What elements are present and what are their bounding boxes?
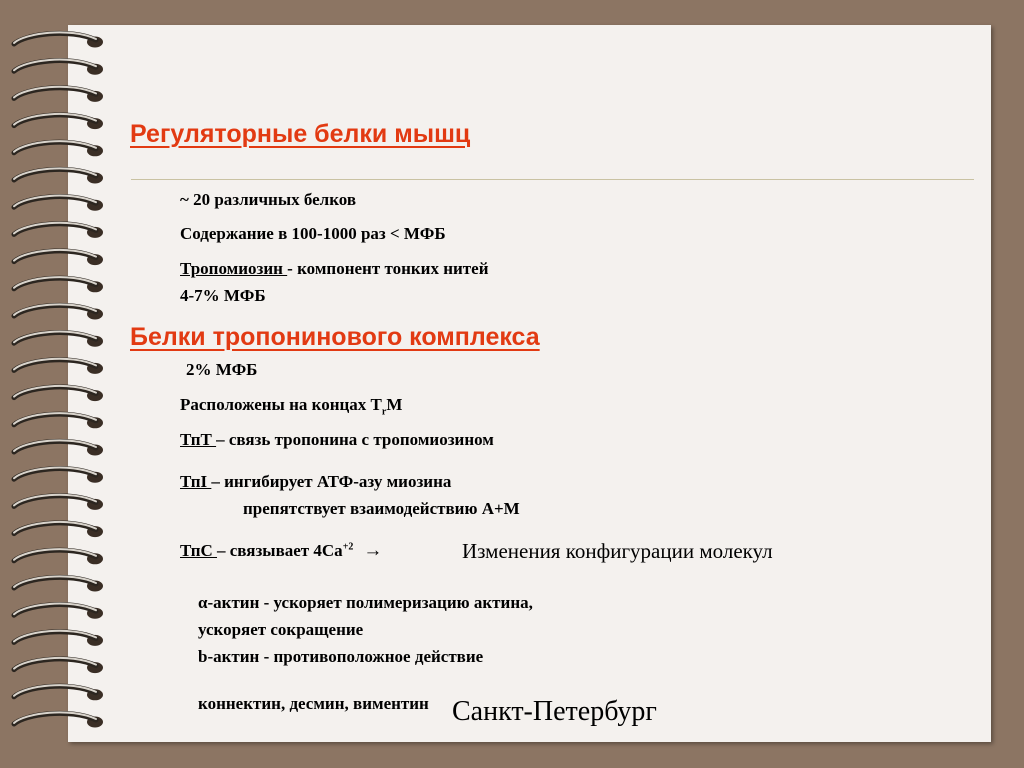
tnt-description: – связь тропонина с тропомиозином <box>216 430 494 449</box>
alpha-actin-description: -актин - ускоряет полимеризацию актина, <box>207 593 533 612</box>
text-troponin-percent: 2% МФБ <box>186 360 258 379</box>
text-tni <box>180 472 451 492</box>
term-tropomyosin: Тропомиозин <box>180 259 288 278</box>
term-tni: ТпI <box>180 472 212 491</box>
text-alpha-actin <box>198 593 533 613</box>
text-tnc <box>180 540 382 562</box>
term-tnc: ТпС <box>180 541 218 560</box>
text-tni-continued: препятствует взаимодействию А+М <box>243 499 520 518</box>
location-main: Расположены на концах Т <box>180 395 382 414</box>
text-tropomyosin <box>180 259 488 279</box>
text-content-ratio: Содержание в 100-1000 раз < МФБ <box>180 224 446 243</box>
text-beta-actin: b-актин - противоположное действие <box>198 647 484 666</box>
footer-city: Санкт-Петербург <box>452 696 657 727</box>
tropomyosin-description: - компонент тонких нитей <box>287 259 489 278</box>
alpha-symbol: α <box>198 593 208 612</box>
text-protein-count: ~ 20 различных белков <box>180 190 357 209</box>
location-end: М <box>386 395 403 414</box>
text-tnt <box>180 430 494 450</box>
location-subscript: r <box>381 406 387 418</box>
tnc-description: – связывает 4Са <box>217 541 343 560</box>
tni-description: – ингибирует АТФ-азу миозина <box>211 472 452 491</box>
text-location <box>180 395 402 417</box>
text-configuration-change: Изменения конфигурации молекул <box>462 539 773 563</box>
heading-troponin-complex: Белки тропонинового комплекса <box>130 323 540 351</box>
term-tnt: ТпТ <box>180 430 217 449</box>
heading-regulatory-proteins: Регуляторные белки мышц <box>130 120 471 148</box>
tnc-superscript: +2 <box>342 541 354 553</box>
divider-line <box>131 179 974 180</box>
text-alpha-actin-continued: ускоряет сокращение <box>198 620 364 639</box>
arrow-icon: → <box>363 540 383 561</box>
text-other-proteins: коннектин, десмин, виментин <box>198 694 429 713</box>
spiral-binding <box>0 0 120 768</box>
text-tropomyosin-percent: 4-7% МФБ <box>180 286 266 305</box>
